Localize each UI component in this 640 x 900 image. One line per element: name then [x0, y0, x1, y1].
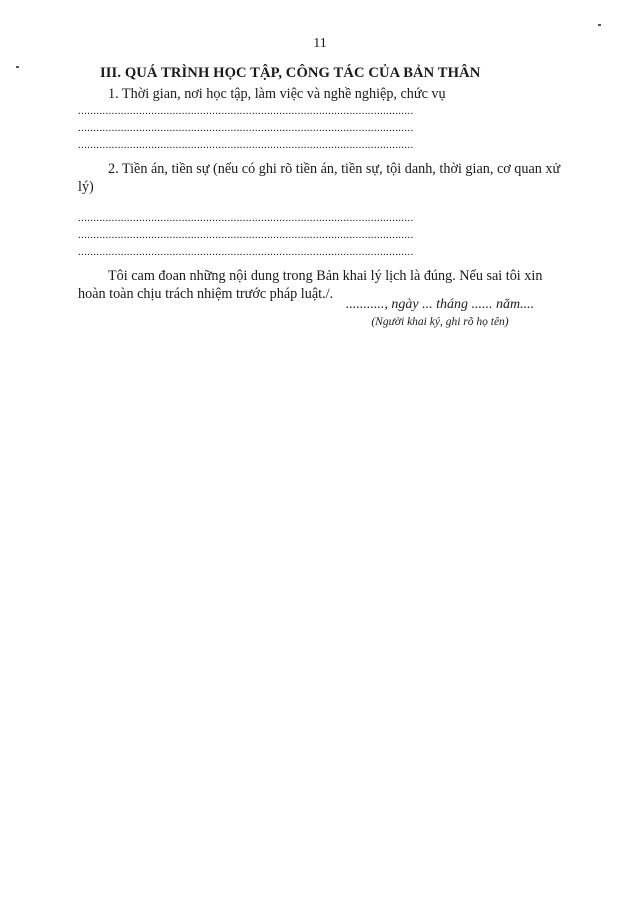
item-1-fill-lines [78, 103, 568, 154]
section-title: III. QUÁ TRÌNH HỌC TẬP, CÔNG TÁC CỦA BẢN THÂN [100, 65, 481, 81]
item-2-dotted-line: .............................................................................................................. [78, 212, 414, 225]
document-body [78, 64, 568, 317]
item-2-fill-lines [78, 210, 568, 261]
item-1-dotted-line: .............................................................................................................. [78, 139, 414, 151]
item-2-dotted-line: .............................................................................................................. [78, 246, 414, 259]
commitment-statement: Tôi cam đoan những nội dung trong Bản khai lý lịch là đúng. Nếu sai tôi xin hoàn toàn chịu trách nhiệm trước pháp luật./. [78, 268, 543, 303]
scan-speck [16, 66, 19, 68]
item-2-label: 2. Tiền án, tiền sự (nếu có ghi rõ tiền án, tiền sự, tội danh, thời gian, cơ quan xử lý) [78, 161, 561, 195]
item-1-label: 1. Thời gian, nơi học tập, làm việc và nghề nghiệp, chức vụ [108, 86, 446, 102]
scan-speck [598, 24, 601, 26]
page-number: 11 [313, 36, 327, 51]
signature-date-line: ..........., ngày ... tháng ...... năm.... [345, 297, 535, 312]
item-1-dotted-line: .............................................................................................................. [78, 122, 414, 134]
signature-block [300, 296, 580, 330]
item-1-dotted-line: .............................................................................................................. [78, 105, 414, 117]
item-2-dotted-line: .............................................................................................................. [78, 229, 414, 242]
signature-note: (Người khai ký, ghi rõ họ tên) [371, 316, 509, 328]
